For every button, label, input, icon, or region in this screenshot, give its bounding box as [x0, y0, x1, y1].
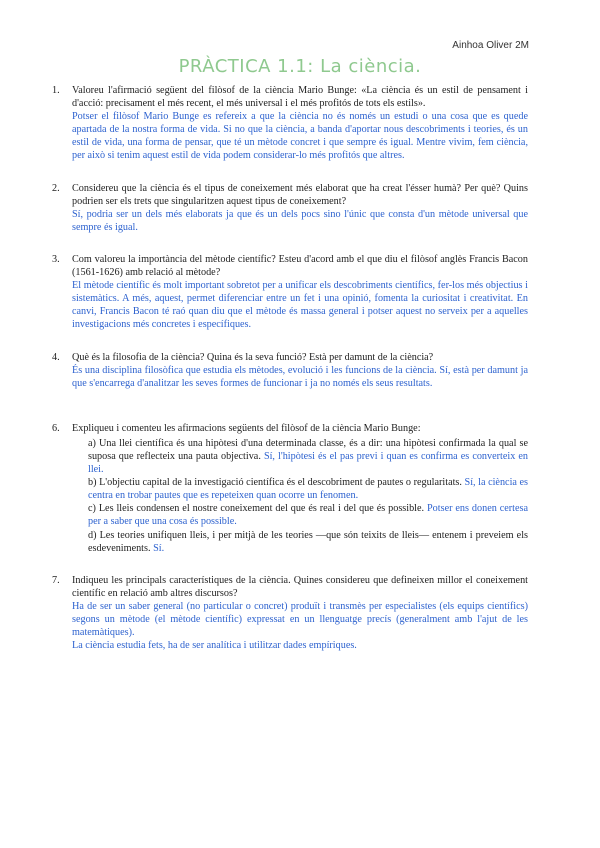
answer-text: Ha de ser un saber general (no particular o concret) produït i transmès per especialistes (els equips científics) segons un mètode (el mètode científic) expressat en un llenguatge precís (generalment amb l'ajut de les matemàtiques).: [72, 600, 528, 639]
answer-text-2: La ciència estudia fets, ha de ser analítica i utilitzar dades empíriques.: [72, 640, 357, 652]
question-number: 1.: [52, 85, 60, 96]
question-item-6: [52, 422, 528, 435]
answer-text: Sí, podria ser un dels més elaborats ja que és un dels pocs sino l'únic que consta d'un mètode universal que sempre és igual.: [72, 208, 528, 233]
question-item-3: [52, 253, 528, 332]
answer-text: És una disciplina filosòfica que estudia els mètodes, evolució i les funcions de la ciència. Sí, està per damunt ja que s'encarrega d'analitzar les seves formes de funcionar i ja no només els seus resultats.: [72, 364, 528, 389]
sub-item-d: [52, 529, 528, 555]
sub-item-b: [52, 476, 528, 502]
answer-text: El mètode científic és molt important sobretot per a unificar els descobriments científics, fer-los més objectius i sistemàtics. A més, aquest, permet diferenciar entre un fet i una opinió, fomenta la curiositat i creativitat. En canvi, Francis Bacon té raó quan diu que el mètode és massa general i potser aquest no serveix per a aquelles investigacions més concretes i específiques.: [72, 280, 528, 331]
question-text: Considereu que la ciència és el tipus de coneixement més elaborat que ha creat l'ésser humà? Per què? Quins podrien ser els trets que singularitzen aquest tipus de coneixement?: [72, 182, 528, 207]
sub-item-a: [52, 437, 528, 476]
question-item-4: [52, 351, 528, 390]
sub-answer: Sí, l'hipòtesi és el pas previ i quan es confirma es converteix en llei.: [88, 450, 528, 476]
question-text: Com valoreu la importància del mètode científic? Esteu d'acord amb el que diu el filòsof anglès Francis Bacon (1561-1626) amb relació al mètode?: [72, 253, 528, 279]
question-number: 4.: [52, 351, 60, 363]
sub-statement: d) Les teories unifiquen lleis, i per mitjà de les teories —que són teixits de lleis— entenem i preveiem els esdeveniments.: [88, 529, 528, 554]
question-item-1: [52, 84, 528, 163]
question-text: Expliqueu i comenteu les afirmacions següents del filòsof de la ciència Mario Bunge:: [72, 422, 421, 434]
question-text: Valoreu l'afirmació següent del filòsof de la ciència Mario Bunge: «La ciència és un estil de pensament i d'acció: precisament el més recent, el més universal i el més profitós de tots els estils».: [72, 85, 528, 110]
sub-statement: a) Una llei científica és una hipòtesi d'una determinada classe, és a dir: una hipòtesi confirmada la qual se suposa que reflecteix una pauta objectiva.: [88, 437, 528, 462]
sub-statement: b) L'objectiu capital de la investigació científica és el descobriment de pautes o regularitats.: [88, 477, 462, 489]
document-body: [52, 84, 528, 652]
question-text: Què és la filosofia de la ciència? Quina és la seva funció? Està per damunt de la ciència?: [72, 351, 434, 363]
sub-answer: Sí, la ciència es centra en trobar pautes que es repeteixen quan ocorre un fenomen.: [88, 477, 528, 502]
page-title: PRÀCTICA 1.1: La ciència.: [178, 56, 422, 77]
answer-text: Potser el filòsof Mario Bunge es refereix a que la ciència no és només un estudi o una cosa que es quede apartada de la nostra forma de vida. Si no que la ciència, a banda d'aportar nous descobriments i teories, és un estil de vida, una forma de pensar, que té un mètode concret i que sempre és igual. Mentre vivim, fem ciència, per això si tenim aquest estil de vida podem considerar-lo més profitós que altres.: [72, 111, 528, 162]
question-number: 3.: [52, 253, 60, 265]
author-name: Ainhoa Oliver 2M: [452, 40, 529, 51]
question-number: 7.: [52, 574, 60, 586]
question-number: 2.: [52, 182, 60, 194]
question-number: 6.: [52, 422, 60, 434]
question-item-7: [52, 574, 528, 653]
sub-answer: Sí.: [153, 542, 165, 554]
question-item-2: [52, 182, 528, 234]
question-text: Indiqueu les principals característiques de la ciència. Quines considereu que defineixen millor el coneixement científic en relació amb altres discursos?: [72, 574, 528, 599]
sub-item-c: [52, 502, 528, 528]
sub-statement: c) Les lleis condensen el nostre coneixement del que és real i del que és possible.: [88, 503, 425, 515]
sub-answer: Potser ens donen certesa per a saber que una cosa és possible.: [88, 503, 529, 528]
